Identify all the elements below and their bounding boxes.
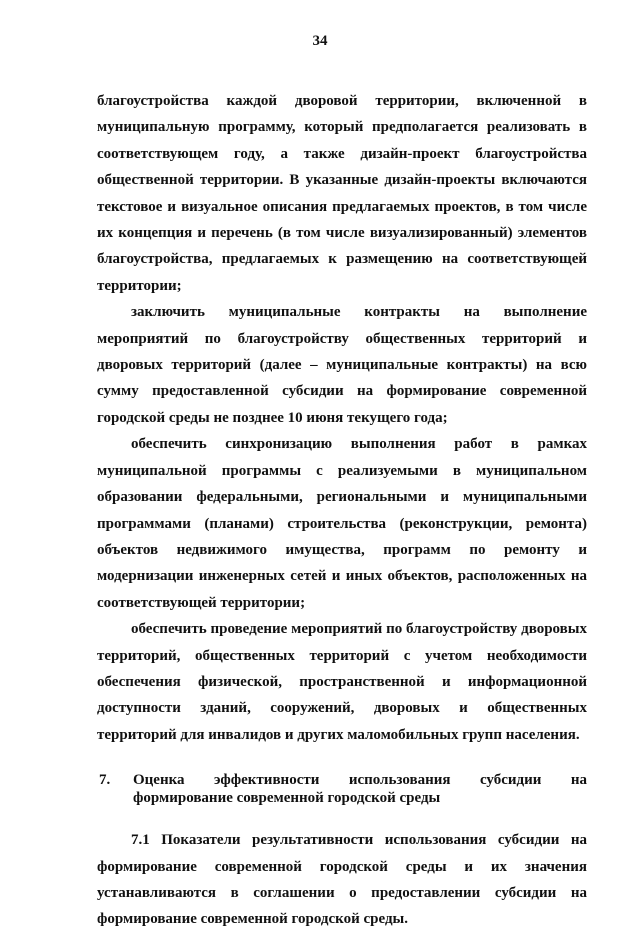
- section-title-word: субсидии: [479, 772, 542, 789]
- page-number: 34: [312, 33, 328, 49]
- paragraphs-top: [97, 88, 587, 748]
- section-title-line1: [133, 771, 587, 789]
- paragraph: 7.1 Показатели результативности использования субсидии на формирование современной городской среды и их значения устанавливаются в соглашении о предоставлении субсидии на формирование современной городской среды.: [97, 832, 587, 928]
- section-title-word: использования: [348, 772, 451, 789]
- section-heading: [97, 771, 587, 807]
- section-title: [133, 771, 587, 807]
- paragraphs-bottom: [97, 827, 587, 933]
- paragraph: обеспечить проведение мероприятий по благоустройству дворовых территорий, общественных территорий с учетом необходимости обеспечения физической, пространственной и информационной доступности зданий, сооружений, дворовых и общественных территорий для инвалидов и других маломобильных групп населения.: [97, 621, 587, 743]
- paragraph: благоустройства каждой дворовой территории, включенной в муниципальную программу, который предполагается реализовать в соответствующем году, а также дизайн-проект благоустройства общественной территории. В указанные дизайн-проекты включаются текстовое и визуальное описания предлагаемых проектов, в том числе их концепция и перечень (в том числе визуализированный) элементов благоустройства, предлагаемых к размещению на соответствующей территории;: [97, 93, 587, 294]
- section-title-word: эффективности: [213, 772, 320, 789]
- section-title-word: Оценка: [133, 772, 185, 789]
- section-title-word: на: [570, 772, 587, 789]
- paragraph: заключить муниципальные контракты на выполнение мероприятий по благоустройству общественных территорий и дворовых территорий (далее – муниципальные контракты) на всю сумму предоставленной субсидии на формирование современной городской среды не позднее 10 июня текущего года;: [97, 304, 587, 426]
- document-body: [97, 88, 587, 933]
- section-number: 7.: [99, 772, 111, 789]
- section-title-line2: формирование современной городской среды: [133, 790, 441, 807]
- paragraph: обеспечить синхронизацию выполнения работ в рамках муниципальной программы с реализуемыми в муниципальном образовании федеральными, региональными и муниципальными программами (планами) строительства (реконструкции, ремонта) объектов недвижимого имущества, программ по ремонту и модернизации инженерных сетей и иных объектов, расположенных на соответствующей территории;: [97, 436, 587, 611]
